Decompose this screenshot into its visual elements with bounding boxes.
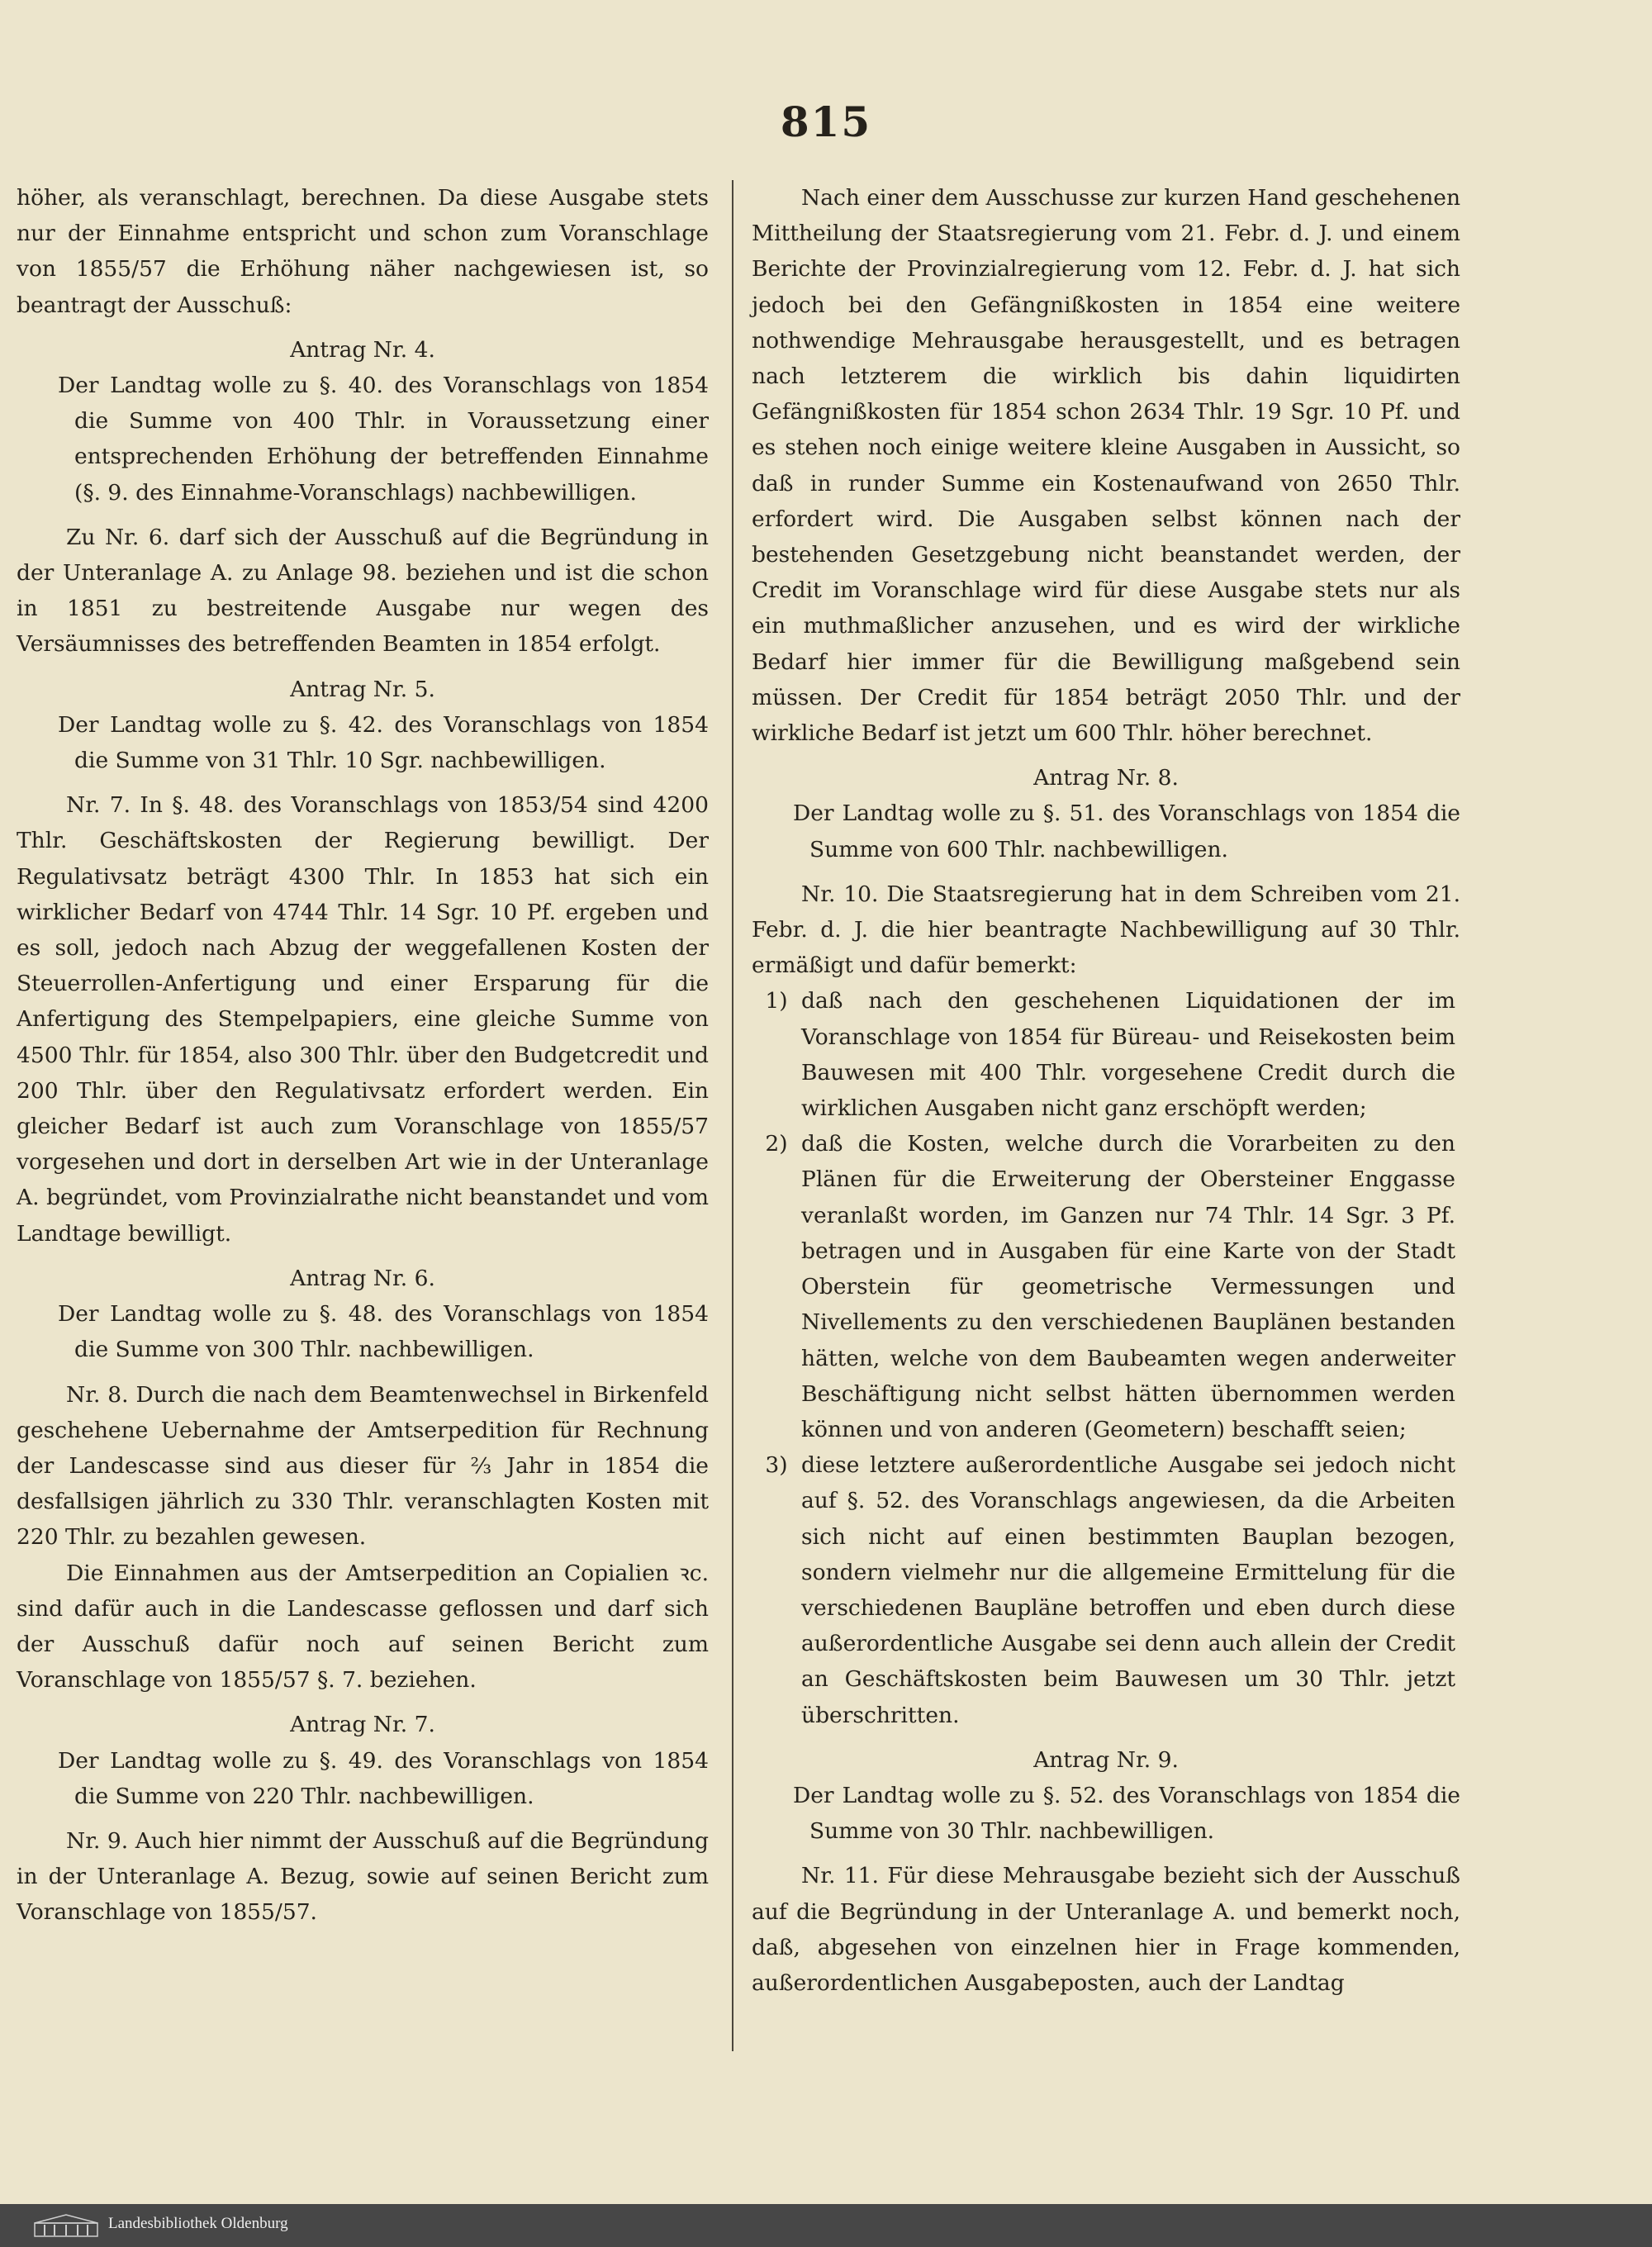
paragraph: Nr. 11. Für diese Mehrausgabe bezieht sich der Ausschuß auf die Begründung in der Unteranlage A. und bemerkt noch, daß, abgesehen von einzelnen hier in Frage kommenden, außerordentlichen Ausgabeposten, auch der Landtag [752,1863,1460,1996]
list-item [752,1447,1460,1733]
paragraph: Nr. 10. Die Staatsregierung hat in dem Schreiben vom 21. Febr. d. J. die hier beantragte Nachbewilligung auf 30 Thlr. ermäßigt und dafür bemerkt: [752,881,1460,979]
motion-heading: Antrag Nr. 8. [1033,765,1179,791]
page-number: 815 [780,97,872,146]
paragraph: Zu Nr. 6. darf sich der Ausschuß auf die Begründung in der Unteranlage A. zu Anlage 98. beziehen und ist die schon in 1851 zu bestreitende Ausgabe nur wegen des Versäumnisses des betreffenden Beamten in 1854 erfolgt. [17,524,709,658]
footer-bar [0,2204,1652,2247]
motion-text: Der Landtag wolle zu §. 40. des Voranschlags von 1854 die Summe von 400 Thlr. in Voraussetzung einer entsprechenden Erhöhung der betreffenden Einnahme (§. 9. des Einnahme-Voranschlags) nachbewilligen. [58,373,709,506]
motion-text: Der Landtag wolle zu §. 51. des Voranschlags von 1854 die Summe von 600 Thlr. nachbewilligen. [793,800,1460,862]
list-item-text: daß die Kosten, welche durch die Vorarbeiten zu den Plänen für die Erweiterung der Obersteiner Enggasse veranlaßt worden, im Ganzen nur 74 Thlr. 14 Sgr. 3 Pf. betragen und in Ausgaben für eine Karte von der Stadt Oberstein für geometrische Vermessungen und Nivellements zu den verschiedenen Bauplänen bestanden hätten, welche von dem Baubeamten wegen anderweiter Beschäftigung nicht selbst hätten übernommen werden können und von anderen (Geometern) beschafft seien; [801,1131,1455,1442]
motion-text: Der Landtag wolle zu §. 49. des Voranschlags von 1854 die Summe von 220 Thlr. nachbewilligen. [58,1747,709,1809]
column-divider [732,180,733,2051]
list-item-number: 2) [765,1131,788,1157]
motion-heading: Antrag Nr. 5. [290,676,435,702]
list-item [752,1126,1460,1447]
left-column [17,180,709,1931]
list-item-number: 1) [765,988,788,1014]
motion-text: Der Landtag wolle zu §. 52. des Voranschlags von 1854 die Summe von 30 Thlr. nachbewilligen. [793,1782,1460,1845]
library-name: Landesbibliothek Oldenburg [108,2215,288,2232]
paragraph: Nr. 8. Durch die nach dem Beamtenwechsel in Birkenfeld geschehene Uebernahme der Amtserpedition für Rechnung der Landescasse sind aus dieser für ⅔ Jahr in 1854 die desfallsigen jährlich zu 330 Thlr. veranschlagten Kosten mit 220 Thlr. zu bezahlen gewesen. [17,1381,709,1551]
paragraph: Die Einnahmen aus der Amtserpedition an Copialien ꝛc. sind dafür auch in die Landescasse geflossen und darf sich der Ausschuß dafür noch auf seinen Bericht zum Voranschlage von 1855/57 §. 7. beziehen. [17,1560,709,1694]
motion-text: Der Landtag wolle zu §. 42. des Voranschlags von 1854 die Summe von 31 Thlr. 10 Sgr. nachbewilligen. [58,711,709,774]
motion-heading: Antrag Nr. 7. [290,1712,435,1738]
list-item-number: 3) [765,1452,788,1479]
right-column [752,180,1460,2001]
list-item-text: daß nach den geschehenen Liquidationen der im Voranschlage von 1854 für Büreau- und Reisekosten beim Bauwesen mit 400 Thlr. vorgesehene Credit durch die wirklichen Ausgaben nicht ganz erschöpft werden; [801,988,1455,1122]
library-building-icon [33,2213,99,2238]
list-item-text: diese letztere außerordentliche Ausgabe sei jedoch nicht auf §. 52. des Voranschlags angewiesen, da die Arbeiten sich nicht auf einen bestimmten Bauplan bezogen, sondern vielmehr nur die allgemeine Ermittelung für die verschiedenen Baupläne betroffen und eben durch diese außerordentliche Ausgabe sei denn auch allein der Credit an Geschäftskosten beim Bauwesen um 30 Thlr. jetzt überschritten. [801,1452,1455,1728]
motion-text: Der Landtag wolle zu §. 48. des Voranschlags von 1854 die Summe von 300 Thlr. nachbewilligen. [58,1301,709,1363]
motion-heading: Antrag Nr. 4. [290,336,435,363]
paragraph: höher, als veranschlagt, berechnen. Da diese Ausgabe stets nur der Einnahme entspricht und schon zum Voranschlage von 1855/57 die Erhöhung näher nachgewiesen ist, so beantragt der Ausschuß: [17,185,709,318]
list-item [752,983,1460,1126]
paragraph: Nr. 7. In §. 48. des Voranschlags von 1853/54 sind 4200 Thlr. Geschäftskosten der Regierung bewilligt. Der Regulativsatz beträgt 4300 Thlr. In 1853 hat sich ein wirklicher Bedarf von 4744 Thlr. 14 Sgr. 10 Pf. ergeben und es soll, jedoch nach Abzug der weggefallenen Kosten der Steuerrollen-Anfertigung und einer Ersparung für die Anfertigung des Stempelpapiers, eine gleiche Summe von 4500 Thlr. für 1854, also 300 Thlr. über den Budgetcredit und 200 Thlr. über den Regulativsatz erfordert werden. Ein gleicher Bedarf ist auch zum Voranschlage von 1855/57 vorgesehen und dort in derselben Art wie in der Unteranlage A. begründet, vom Provinzialrathe nicht beanstandet und vom Landtage bewilligt. [17,792,709,1247]
motion-heading: Antrag Nr. 6. [290,1265,435,1291]
motion-heading: Antrag Nr. 9. [1033,1746,1179,1773]
paragraph: Nr. 9. Auch hier nimmt der Ausschuß auf die Begründung in der Unteranlage A. Bezug, sowie auf seinen Bericht zum Voranschlage von 1855/57. [17,1827,709,1926]
paragraph: Nach einer dem Ausschusse zur kurzen Hand geschehenen Mittheilung der Staatsregierung vom 21. Febr. d. J. und einem Berichte der Provinzialregierung vom 12. Febr. d. J. hat sich jedoch bei den Gefängnißkosten in 1854 eine weitere nothwendige Mehrausgabe herausgestellt, und es betragen nach letzterem die wirklich bis dahin liquidirten Gefängnißkosten für 1854 schon 2634 Thlr. 19 Sgr. 10 Pf. und es stehen noch einige weitere kleine Ausgaben in Aussicht, so daß in runder Summe ein Kostenaufwand von 2650 Thlr. erfordert wird. Die Ausgaben selbst können nach der bestehenden Gesetzgebung nicht beanstandet werden, der Credit im Voranschlage wird für diese Ausgabe stets nur als ein muthmaßlicher anzusehen, und es wird der wirkliche Bedarf hier immer für die Bewilligung maßgebend sein müssen. Der Credit für 1854 beträgt 2050 Thlr. und der wirkliche Bedarf ist jetzt um 600 Thlr. höher berechnet. [752,185,1461,747]
